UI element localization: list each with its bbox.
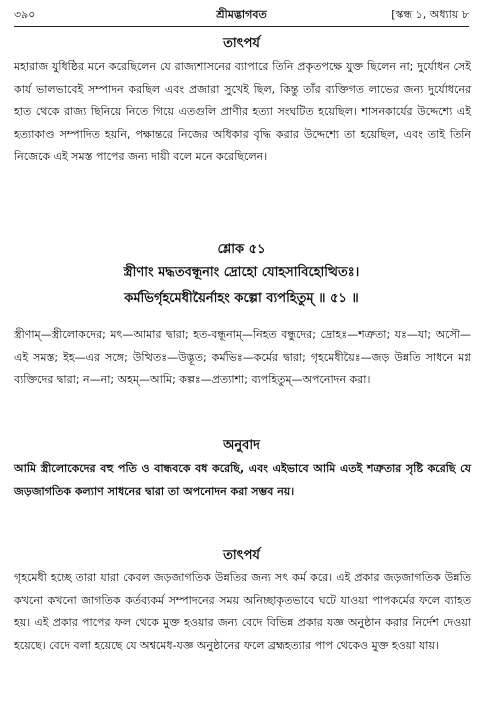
purport-heading: তাৎপর্য	[223, 36, 260, 51]
verse-line-2: কর্মভির্গৃহমেধীয়ৈর্নাহং কল্পো ব্যপহিতুম্ ॥ ৫১ ॥	[124, 291, 359, 306]
verse-line-1: স্ত্রীণাং মদ্ধতবন্ধূনাং দ্রোহো যোহসাবিহোত্থিতঃ।	[123, 265, 360, 280]
book-title: শ্রীমদ্ভাগবত	[216, 8, 267, 21]
translation-heading: অনুবাদ	[223, 438, 260, 453]
purport-paragraph-2: গৃহমেধী হচ্ছে তারা যারা কেবল জড়জাগতিক উন্নতির জন্য সৎ কর্ম করে। এই প্রকার জড়জাগতিক উন্নতি কখনো কখনো জাগতিক কর্তব্যকর্ম সম্পাদনের সময় অনিচ্ছাকৃতভাবে ঘটে যাওয়া পাপকর্মের ফলে ব্যাহত হয়। এই প্রকার পাপের ফল থেকে মুক্ত হওয়ার জন্য বেদে বিভিন্ন প্রকার যজ্ঞ অনুষ্ঠান করার নির্দেশ দেওয়া হয়েছে। বেদে বলা হয়েছে যে অশ্বমেধ-যজ্ঞ অনুষ্ঠানের ফলে ব্রহ্মহত্যার পাপ থেকেও মুক্ত হওয়া যায়।	[14, 571, 471, 652]
running-header	[14, 6, 469, 24]
header-rule	[14, 26, 469, 27]
verse-number: শ্লোক ৫১	[217, 242, 266, 257]
page-number: ৩৯০	[14, 8, 36, 21]
chapter-reference: [স্কন্ধ ১, অধ্যায় ৮	[391, 8, 469, 21]
synonyms-paragraph: স্ত্রীণাম্—স্ত্রীলোকদের; মৎ—আমার দ্বারা; হত-বন্ধূনাম্—নিহত বন্ধুদের; দ্রোহঃ—শত্রুতা; যঃ—যা; অসৌ—এই সমস্ত; ইহ—এর সঙ্গে; উত্থিতঃ—উদ্ভূত; কর্মভিঃ—কর্মের দ্বারা; গৃহমেধীয়ৈঃ—জড় উন্নতি সাধনে মগ্ন ব্যক্তিদের দ্বারা; ন—না; অহম্—আমি; কল্পঃ—প্রত্যাশা; ব্যপহিতুম্—অপনোদন করা।	[14, 328, 471, 386]
translation-paragraph: আমি স্ত্রীলোকেদের বহু পতি ও বান্ধবকে বধ করেছি, এবং এইভাবে আমি এতই শত্রুতার সৃষ্টি করেছি যে জড়জাগতিক কল্যাণ সাধনের দ্বারা তা অপনোদন করা সম্ভব নয়।	[14, 462, 471, 498]
purport-heading-2: তাৎপর্য	[223, 548, 260, 563]
purport-paragraph: মহারাজ যুধিষ্ঠির মনে করেছিলেন যে রাজ্যশাসনের ব্যাপারে তিনি প্রকৃতপক্ষে যুক্ত ছিলেন না; দুর্যোধন সেই কার্য ভালভাবেই সম্পাদন করছিল এবং প্রজারা সুখেই ছিল, কিন্তু তাঁর ব্যক্তিগত লাভের জন্য দুর্যোধনের হাত থেকে রাজ্য ছিনিয়ে নিতে গিয়ে এতগুলি প্রাণীর হত্যা সংঘটিত হয়েছিল। শাসনকার্যের উদ্দেশ্যে এই হত্যাকাণ্ড সম্পাদিত হয়নি, পক্ষান্তরে নিজের অধিকার বৃদ্ধি করার উদ্দেশ্যে তা হয়েছিল, এবং তাই তিনি নিজেকে এই সমস্ত পাপের জন্য দায়ী বলে মনে করেছিলেন।	[14, 60, 471, 163]
